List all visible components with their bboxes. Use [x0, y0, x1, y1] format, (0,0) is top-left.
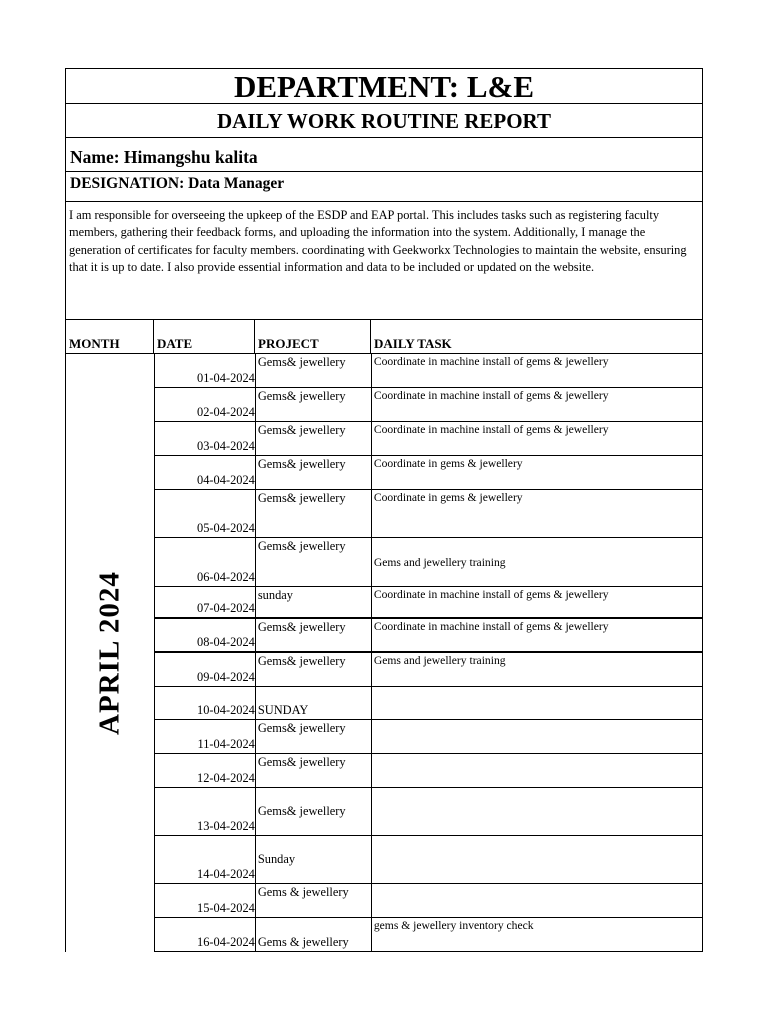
date-value: 06-04-2024	[197, 570, 255, 584]
task-cell	[372, 836, 702, 883]
project-cell: Gems& jewellery	[256, 653, 372, 686]
task-cell: Gems and jewellery training	[373, 555, 506, 569]
task-cell: Coordinate in gems & jewellery	[373, 457, 523, 470]
project-cell: SUNDAY	[256, 687, 372, 719]
column-header-row	[65, 319, 703, 353]
table-row	[155, 354, 703, 388]
date-cell	[155, 490, 256, 537]
date-value: 04-04-2024	[197, 473, 255, 487]
month-label: APRIL 2024	[93, 570, 126, 735]
report-sheet	[65, 68, 703, 952]
project-cell: Gems& jewellery	[256, 619, 372, 651]
table-row	[155, 587, 703, 619]
project-cell: Gems& jewellery	[256, 388, 372, 421]
project-cell: Gems& jewellery	[256, 490, 372, 537]
task-cell: gems & jewellery inventory check	[373, 919, 534, 932]
table-row	[155, 754, 703, 788]
task-cell	[372, 720, 702, 753]
table-row	[155, 456, 703, 490]
date-value: 10-04-2024	[197, 703, 255, 717]
date-cell	[155, 788, 256, 835]
date-cell	[155, 354, 256, 387]
date-value: 07-04-2024	[197, 601, 255, 615]
table-body	[65, 353, 703, 952]
task-cell: Coordinate in gems & jewellery	[373, 491, 523, 504]
table-rows	[154, 354, 703, 952]
task-cell: Gems and jewellery training	[373, 654, 506, 667]
date-cell	[155, 422, 256, 455]
project-cell: Gems& jewellery	[256, 754, 372, 787]
date-value: 14-04-2024	[197, 867, 255, 881]
project-cell: Gems& jewellery	[256, 354, 372, 387]
date-value: 15-04-2024	[197, 901, 255, 915]
project-cell: Gems& jewellery	[256, 720, 372, 753]
date-value: 13-04-2024	[197, 819, 255, 833]
project-cell: Sunday	[256, 836, 372, 883]
date-value: 12-04-2024	[197, 771, 255, 785]
date-value: 01-04-2024	[197, 371, 255, 385]
date-cell	[155, 456, 256, 489]
date-cell	[155, 884, 256, 917]
date-cell	[155, 653, 256, 686]
project-cell: Gems& jewellery	[256, 538, 372, 586]
date-value: 03-04-2024	[197, 439, 255, 453]
date-value: 16-04-2024	[197, 935, 255, 949]
column-header-date: DATE	[154, 320, 255, 353]
date-cell	[155, 720, 256, 753]
table-row	[155, 720, 703, 754]
task-cell: Coordinate in machine install of gems & jewellery	[373, 423, 609, 436]
task-cell: Coordinate in machine install of gems & jewellery	[373, 588, 609, 601]
table-row	[155, 388, 703, 422]
project-cell: Gems& jewellery	[256, 456, 372, 489]
project-cell: sunday	[256, 587, 372, 617]
table-row	[155, 653, 703, 687]
table-row	[155, 918, 703, 952]
task-cell	[372, 687, 702, 719]
column-header-task: DAILY TASK	[374, 336, 452, 351]
date-cell	[155, 754, 256, 787]
task-cell: Coordinate in machine install of gems & jewellery	[373, 355, 609, 368]
table-row	[155, 538, 703, 587]
table-row	[155, 422, 703, 456]
task-cell: Coordinate in machine install of gems & jewellery	[373, 389, 609, 402]
table-row	[155, 490, 703, 538]
date-value: 02-04-2024	[197, 405, 255, 419]
date-value: 09-04-2024	[197, 670, 255, 684]
task-cell	[372, 884, 702, 917]
date-cell	[155, 388, 256, 421]
date-cell	[155, 619, 256, 651]
date-value: 08-04-2024	[197, 635, 255, 649]
task-cell: Coordinate in machine install of gems & jewellery	[373, 620, 609, 633]
project-cell: Gems& jewellery	[256, 422, 372, 455]
date-cell	[155, 538, 256, 586]
table-row	[155, 884, 703, 918]
date-cell	[155, 687, 256, 719]
date-value: 11-04-2024	[197, 737, 255, 751]
project-cell: Gems& jewellery	[256, 788, 372, 835]
table-row	[155, 836, 703, 884]
date-cell	[155, 836, 256, 883]
column-header-project: PROJECT	[255, 320, 371, 353]
role-description: I am responsible for overseeing the upkeep of the ESDP and EAP portal. This includes tasks such as registering faculty members, gathering their feedback forms, and uploading the information into the system. Additionally, I manage the generation of certificates for faculty members. coordinating with Geekworkx Technologies to maintain the website, ensuring that it is up to date. I also provide essential information and data to be included or updated on the website.	[65, 201, 703, 319]
employee-name: Name: Himangshu kalita	[65, 137, 703, 171]
date-cell	[155, 587, 256, 617]
table-row	[155, 687, 703, 720]
date-cell	[155, 918, 256, 951]
task-cell	[372, 754, 702, 787]
date-value: 05-04-2024	[197, 521, 255, 535]
report-title: DAILY WORK ROUTINE REPORT	[65, 103, 703, 137]
table-row	[155, 788, 703, 836]
column-header-month: MONTH	[66, 320, 154, 353]
project-cell: Gems & jewellery	[256, 884, 372, 917]
table-row	[155, 619, 703, 653]
month-cell	[66, 354, 154, 951]
project-cell: Gems & jewellery	[256, 918, 372, 951]
employee-designation: DESIGNATION: Data Manager	[65, 171, 703, 201]
department-heading: DEPARTMENT: L&E	[65, 68, 703, 103]
task-cell	[372, 788, 702, 835]
